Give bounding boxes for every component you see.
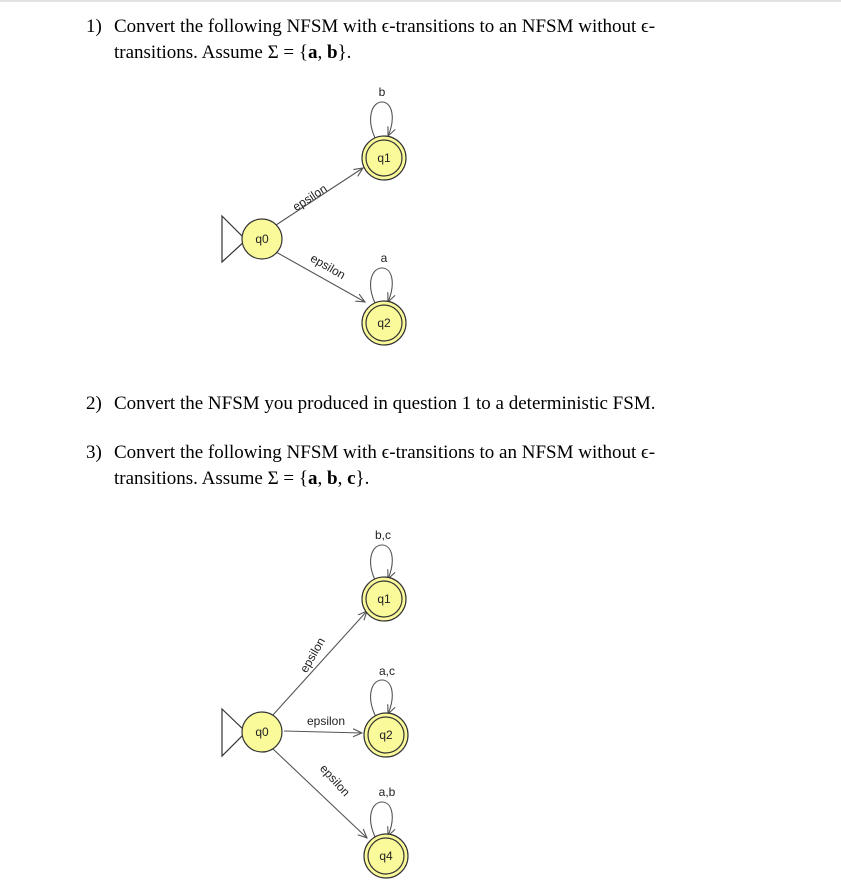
q1-line2-prefix: transitions. Assume Σ = {	[114, 42, 308, 63]
loop-label-q1: b	[378, 85, 386, 99]
question-1-number: 1)	[86, 16, 102, 37]
q3-alphabet-a: a	[307, 468, 318, 489]
edge-label-q0-q1: epsilon	[290, 181, 330, 214]
question-2-number: 2)	[86, 393, 102, 414]
question-1-line1: Convert the following NFSM with ϵ-transitions to an NFSM without ϵ-	[114, 16, 656, 37]
state-q0-label: q0	[255, 232, 269, 246]
q1-alphabet-b: b	[326, 42, 338, 63]
nfsm-diagram-1	[222, 85, 406, 345]
self-loop-q4	[371, 802, 393, 837]
self-loop-q1	[371, 545, 393, 580]
edge-label-q0-q2: epsilon	[308, 250, 348, 283]
state-q0-label: q0	[255, 725, 269, 739]
q3-line2-prefix: transitions. Assume Σ = {	[114, 468, 308, 489]
question-3-line2: transitions. Assume Σ = {a, b, c}.	[114, 468, 370, 489]
question-1-line2: transitions. Assume Σ = {a, b}.	[114, 42, 352, 63]
q3-alphabet-b: b	[326, 468, 338, 489]
state-q1-label: q1	[377, 592, 391, 606]
question-3-number: 3)	[86, 442, 102, 463]
state-q2-label: q2	[379, 728, 393, 742]
nfsm-diagram-2	[222, 528, 408, 878]
edge-label-q0-q2: epsilon	[306, 714, 346, 728]
edge-label-q0-q1: epsilon	[296, 635, 329, 675]
loop-label-q2: a	[380, 251, 388, 265]
question-2-text: Convert the NFSM you produced in question 1 to a deterministic FSM.	[114, 393, 656, 414]
q1-alphabet-a: a	[307, 42, 318, 63]
state-q4-label: q4	[379, 849, 393, 863]
loop-label-q1: b,c	[374, 528, 392, 542]
edge-q0-q1	[272, 611, 367, 716]
edge-q0-q2	[284, 731, 362, 733]
self-loop-q1	[371, 102, 393, 138]
q3-line2-suffix: }.	[355, 468, 370, 489]
self-loop-q2	[371, 268, 393, 303]
q3-alphabet-c: c	[347, 468, 356, 489]
loop-label-q4: a,b	[378, 785, 396, 799]
question-3-line1: Convert the following NFSM with ϵ-transitions to an NFSM without ϵ-	[114, 442, 656, 463]
loop-label-q2: a,c	[378, 664, 396, 678]
edge-q0-q4	[272, 748, 367, 838]
edge-label-q0-q4: epsilon	[317, 761, 353, 800]
state-q1-label: q1	[377, 151, 391, 165]
q1-line2-suffix: }.	[337, 42, 352, 63]
state-q2-label: q2	[377, 316, 391, 330]
self-loop-q2	[371, 680, 393, 715]
